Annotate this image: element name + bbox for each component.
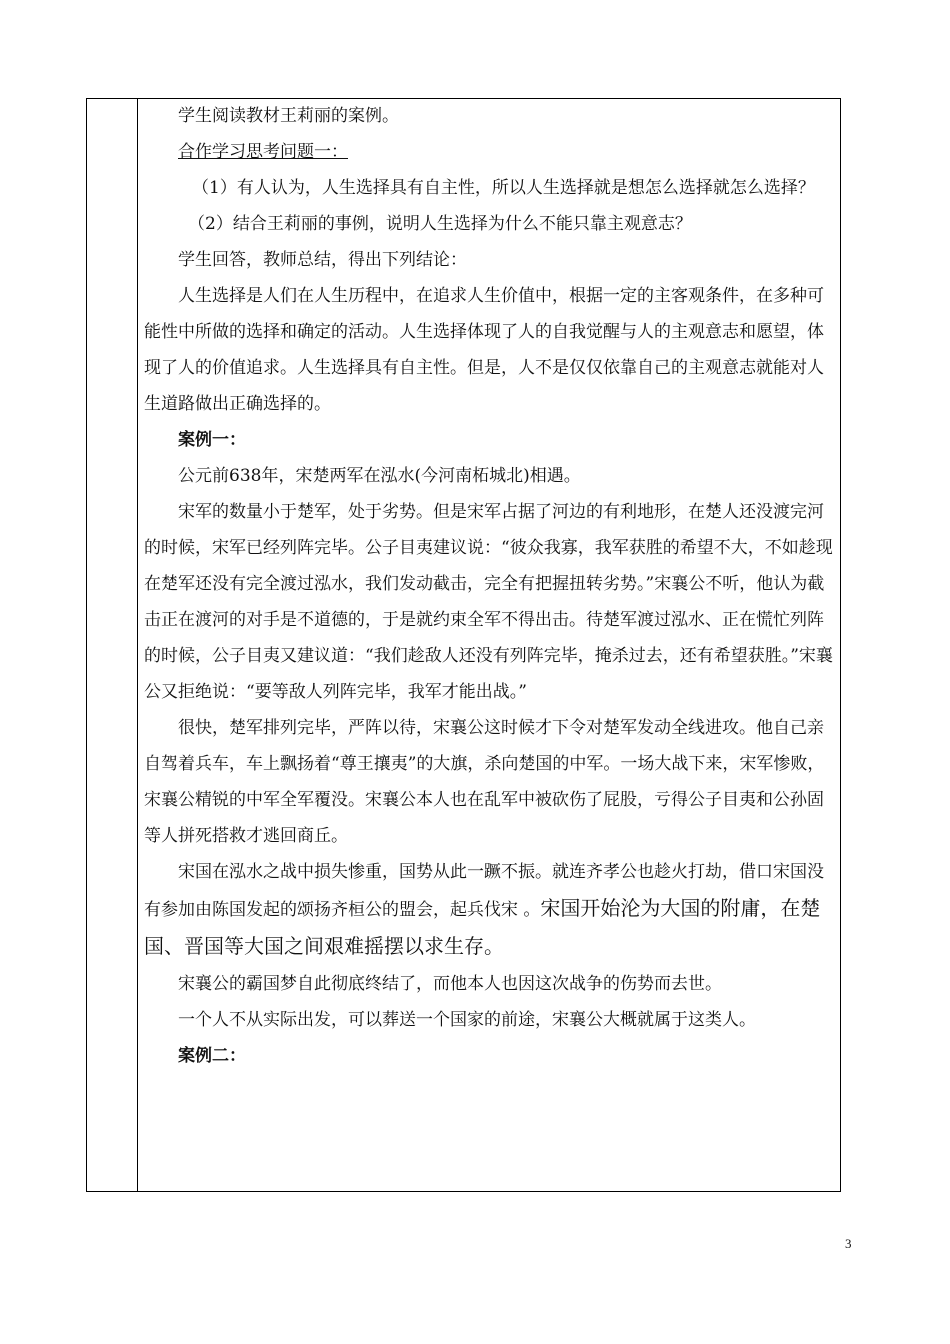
- paragraph-read-case: 学生阅读教材王莉丽的案例。: [178, 106, 399, 126]
- paragraph-question-2: （2）结合王莉丽的事例，说明人生选择为什么不能只靠主观意志？: [188, 214, 692, 234]
- case-two-heading: 案例二：: [178, 1046, 246, 1066]
- case-one-heading: 案例一：: [178, 430, 246, 450]
- paragraph-question-heading: [144, 134, 834, 170]
- cell-content: [144, 98, 834, 1074]
- paragraph-student-answer: 学生回答，教师总结，得出下列结论：: [178, 250, 467, 270]
- paragraph-case-summary: 一个人不从实际出发，可以葬送一个国家的前途，宋襄公大概就属于这类人。: [178, 1010, 756, 1030]
- question-heading: 合作学习思考问题一：: [178, 142, 348, 162]
- page-number: 3: [845, 1236, 852, 1251]
- paragraph-question-1: （1）有人认为，人生选择具有自主性，所以人生选择就是想怎么选择就怎么选择？: [192, 178, 815, 198]
- column-divider: [137, 99, 138, 1191]
- case-body-3-text: 宋国在泓水之战中损失惨重，国势从此一蹶不振。就连齐孝公也趁火打劫，借口宋国没有参加由陈国发起的颂扬齐桓公的盟会，起兵伐宋 。: [144, 862, 824, 920]
- paragraph-case-intro: 公元前638年，宋楚两军在泓水(今河南柘城北)相遇。: [178, 466, 581, 486]
- paragraph-case-body-3: [144, 854, 834, 966]
- paragraph-conclusion: 人生选择是人们在人生历程中，在追求人生价值中，根据一定的主客观条件，在多种可能性中所做的选择和确定的活动。人生选择体现了人的自我觉醒与人的主观意志和愿望，体现了人的价值追求。人生选择具有自主性。但是，人不是仅仅依靠自己的主观意志就能对人生道路做出正确选择的。: [144, 286, 824, 414]
- paragraph-case-body-1: 宋军的数量小于楚军，处于劣势。但是宋军占据了河边的有利地形，在楚人还没渡完河的时候，宋军已经列阵完毕。公子目夷建议说：“彼众我寡，我军获胜的希望不大，不如趁现在楚军还没有完全渡过泓水，我们发动截击，完全有把握扭转劣势。”宋襄公不听，他认为截击正在渡河的对手是不道德的，于是就约束全军不得出击。待楚军渡过泓水、正在慌忙列阵的时候，公子目夷又建议道：“我们趁敌人还没有列阵完毕，掩杀过去，还有希望获胜。”宋襄公又拒绝说：“要等敌人列阵完毕，我军才能出战。”: [144, 502, 833, 702]
- paragraph-case-body-2: 很快，楚军排列完毕，严阵以待，宋襄公这时候才下令对楚军发动全线进攻。他自己亲自驾着兵车，车上飘扬着“尊王攘夷”的大旗，杀向楚国的中军。一场大战下来，宋军惨败，宋襄公精锐的中军全军覆没。宋襄公本人也在乱军中被砍伤了屁股，亏得公子目夷和公孙固等人拼死搭救才逃回商丘。: [144, 718, 825, 846]
- case-body-3-large-text: 宋国开始沦为大国的附庸，在楚国、晋国等大国之间艰难摇摆以求生存。: [144, 896, 821, 958]
- paragraph-case-body-4: 宋襄公的霸国梦自此彻底终结了，而他本人也因这次战争的伤势而去世。: [178, 974, 722, 994]
